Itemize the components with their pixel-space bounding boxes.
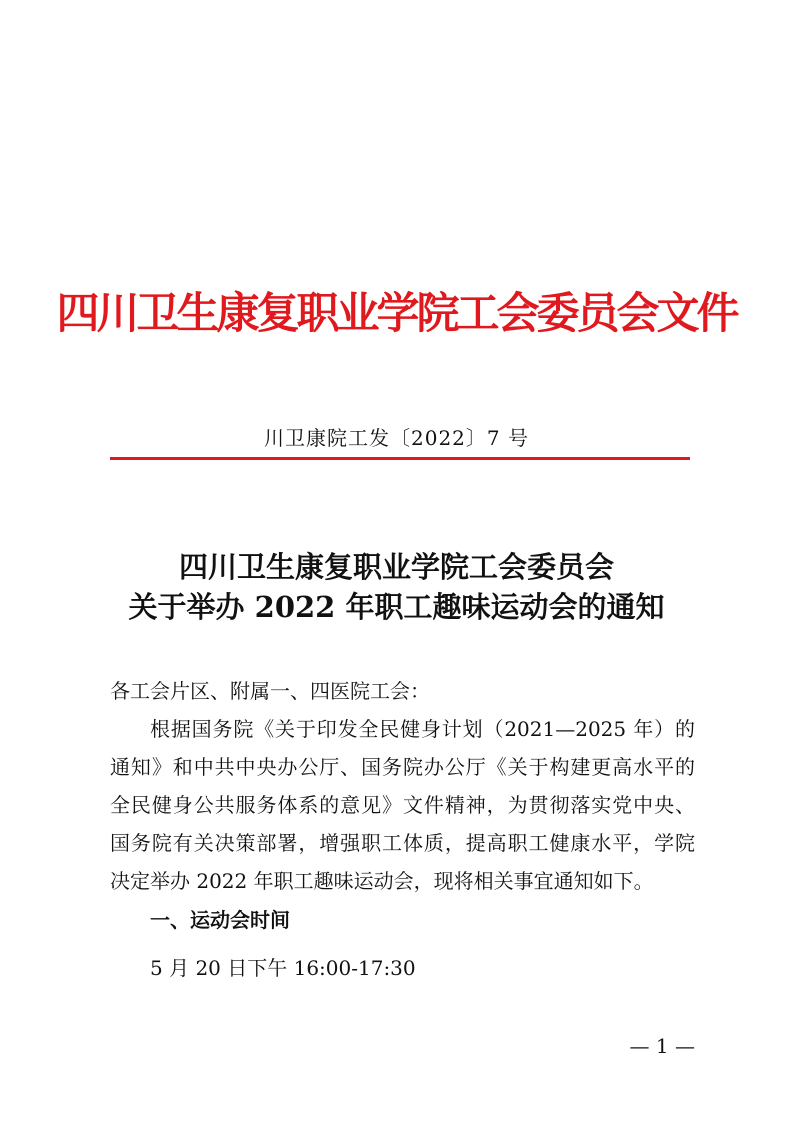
- red-divider-line: [110, 457, 690, 460]
- paragraph-line: 根据国务院《关于印发全民健身计划（2021—2025 年）的: [150, 717, 695, 741]
- event-time: 5 月 20 日下午 16:00-17:30: [150, 956, 416, 980]
- title-line-2: 关于举办 2022 年职工趣味运动会的通知: [128, 590, 665, 624]
- paragraph-line: 通知》和中共中央办公厅、国务院办公厅《关于构建更高水平的: [110, 755, 695, 779]
- page-number: — 1 —: [629, 1034, 695, 1058]
- issuer-header: 四川卫生康复职业学院工会委员会文件: [56, 289, 737, 339]
- section-heading: 一、运动会时间: [150, 908, 290, 932]
- paragraph-line: 国务院有关决策部署，增强职工体质，提高职工健康水平，学院: [110, 831, 695, 855]
- paragraph-line: 全民健身公共服务体系的意见》文件精神，为贯彻落实党中央、: [110, 793, 695, 817]
- document-number: 川卫康院工发〔2022〕7 号: [264, 426, 529, 450]
- paragraph-line: 决定举办 2022 年职工趣味运动会，现将相关事宜通知如下。: [110, 869, 654, 893]
- title-line-1: 四川卫生康复职业学院工会委员会: [178, 550, 614, 584]
- addressee: 各工会片区、附属一、四医院工会：: [110, 679, 430, 703]
